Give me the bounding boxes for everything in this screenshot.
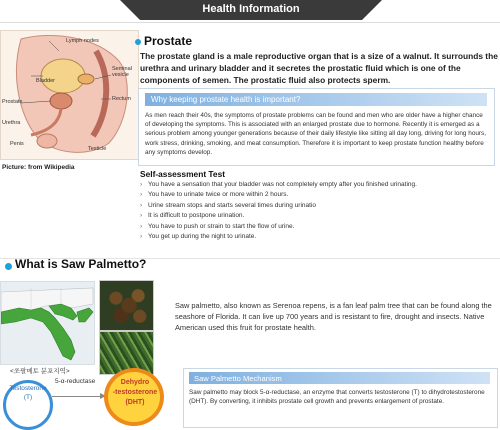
- dht-line3: (DHT): [125, 399, 145, 406]
- conversion-arrow: [52, 396, 102, 397]
- why-title: Why keeping prostate health is important?: [151, 95, 301, 104]
- list-item: › You have to push or strain to start the flow of urine.: [140, 222, 500, 232]
- dht-label: [102, 378, 168, 408]
- header-divider: [0, 22, 500, 23]
- page-title: Health Information: [202, 3, 300, 15]
- florida-map: [0, 281, 95, 365]
- map-caption: <쏘팔메토 분포지역>: [10, 368, 70, 375]
- list-item: › You get up during the night to urinate.: [140, 232, 500, 242]
- label-seminal: Seminal: [112, 66, 132, 72]
- label-bladder: Bladder: [36, 78, 55, 84]
- palmetto-berries-photo: [99, 280, 154, 331]
- label-prostate: Prostate: [2, 99, 23, 105]
- label-penis: Penis: [10, 141, 24, 147]
- testosterone-label: [2, 384, 54, 402]
- mechanism-text: Saw palmetto may block 5-α-reductase, an enzyme that converts testosterone (T) to dihydrotestosterone (DHT). By converting, it inhibits prostate cell growth and prevents enlargement of prostate.: [189, 389, 485, 406]
- label-vesicle: vesicle: [112, 72, 129, 78]
- map-drawing: [1, 282, 94, 364]
- dht-line1: Dehydro: [120, 379, 150, 386]
- banner-right-wing: [362, 0, 382, 20]
- section-title-prostate: Prostate: [144, 34, 193, 48]
- enzyme-label: 5-α-reductase: [55, 378, 96, 385]
- saw-palmetto-description: Saw palmetto, also known as Serenoa repens, is a fan leaf palm tree that can be found along the seashore of Florida. It can live up 700 years and is resistant to fire, drought and insects. Native American used this fruit for prostate health.: [175, 301, 492, 333]
- list-item: › You have to urinate twice or more within 2 hours.: [140, 190, 500, 200]
- testosterone-line2: (T): [23, 394, 33, 401]
- label-lymph-nodes: Lymph nodes: [66, 38, 99, 44]
- section-title-saw-palmetto: What is Saw Palmetto?: [15, 257, 147, 271]
- self-assessment-title: Self-assessment Test: [140, 169, 226, 179]
- list-item: › You have a sensation that your bladder was not completely empty after you finished urinating.: [140, 180, 500, 190]
- section-bullet-icon: [135, 39, 141, 45]
- list-item: › It is difficult to postpone urination.: [140, 211, 500, 221]
- list-item: › Urine stream stops and starts several times during urinatio: [140, 201, 500, 211]
- section-bullet-icon: [5, 263, 12, 270]
- testosterone-line1: Testosterone: [9, 385, 47, 392]
- why-text: As men reach their 40s, the symptoms of prostate problems can be found and men who are older have a higher chance of developing the symptoms. This is associated with an enlarged prostate due to hormone. Recently it is emerged as a serious problem among younger generations because of their daily lifestyle like sitting all day long, driving for long hours, work stress, drinking, smoking, and meat consumption. Therefore it is important to keep prostate function healthy before any symptoms develop.: [145, 112, 487, 156]
- banner-left-wing: [120, 0, 140, 20]
- anatomy-drawing: [1, 31, 138, 159]
- image-caption: Picture: from Wikipedia: [2, 164, 75, 171]
- label-testicle: Testicle: [88, 146, 107, 152]
- mechanism-title: Saw Palmetto Mechanism: [194, 374, 282, 383]
- prostate-intro: The prostate gland is a male reproductive organ that is a size of a walnut. It surrounds the urethra and urinary bladder and it secretes the prostatic fluid which is one of the components of semen. The prostatic fluid also protects sperm.: [140, 51, 498, 85]
- label-rectum: Rectum: [112, 96, 131, 102]
- self-assessment-list: [140, 180, 500, 242]
- dht-line2: -testosterone: [112, 389, 158, 396]
- label-urethra: Urethra: [2, 120, 21, 126]
